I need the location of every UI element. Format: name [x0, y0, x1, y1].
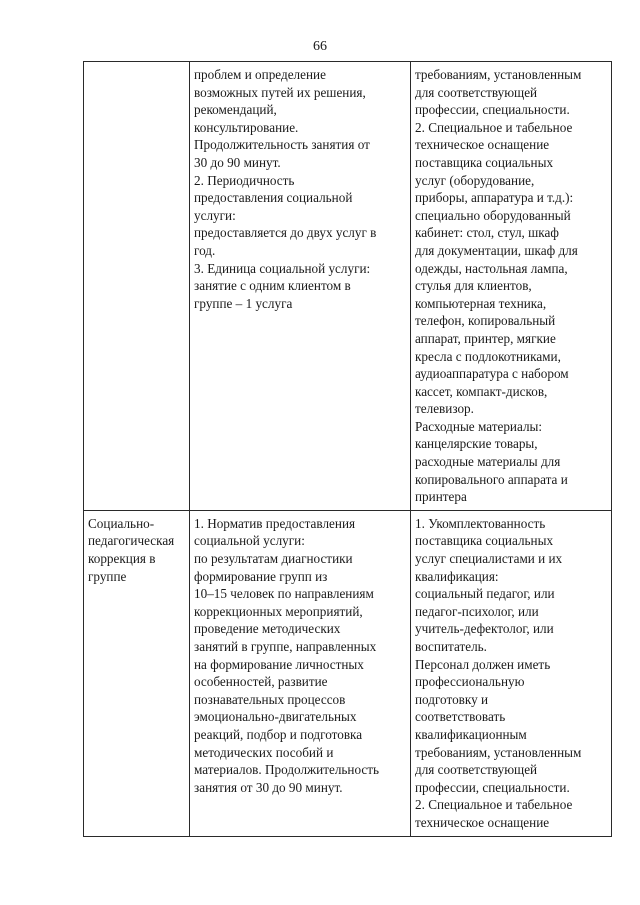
text-line: техническое оснащение: [415, 137, 550, 153]
text-line: приборы, аппаратура и т.д.):: [415, 190, 574, 206]
service-name-cell: [84, 62, 190, 511]
text-line: социальной услуги:: [194, 533, 305, 549]
text-line: коррекция в: [88, 551, 156, 567]
text-line: телефон, копировальный: [415, 313, 556, 329]
text-line: техническое оснащение: [415, 814, 550, 830]
text-line: реакций, подбор и подготовка: [194, 726, 363, 742]
text-line: профессии, специальности.: [415, 102, 570, 118]
text-line: занятий в группе, направленных: [194, 639, 377, 654]
text-line: воспитатель.: [415, 639, 487, 654]
text-line: консультирование.: [194, 119, 299, 135]
text-line: занятия от 30 до 90 минут.: [194, 779, 343, 795]
text-line: специально оборудованный: [415, 207, 571, 223]
text-line: канцелярские товары,: [415, 436, 538, 452]
text-line: услуг (оборудование,: [415, 172, 535, 188]
text-line: услуг специалистами и их: [415, 551, 563, 567]
text-line: расходные материалы для: [415, 454, 561, 470]
text-line: для соответствующей: [415, 84, 538, 100]
text-line: аппарат, принтер, мягкие: [415, 330, 556, 346]
text-line: кресла с подлокотниками,: [415, 348, 561, 364]
text-line: копировального аппарата и: [415, 471, 568, 487]
text-line: возможных путей их решения,: [194, 84, 366, 100]
text-line: на формирование личностных: [194, 656, 364, 672]
text-line: формирование групп из: [194, 568, 328, 584]
text-line: Социально-: [88, 515, 155, 531]
text-line: материалов. Продолжительность: [194, 762, 380, 778]
text-line: педагогическая: [88, 533, 175, 549]
text-line: группе – 1 услуга: [194, 295, 293, 311]
text-line: 2. Специальное и табельное: [415, 119, 573, 135]
text-line: познавательных процессов: [194, 691, 346, 707]
text-line: Персонал должен иметь: [415, 656, 551, 672]
text-line: кабинет: стол, стул, шкаф: [415, 225, 559, 241]
text-line: телевизор.: [415, 401, 474, 417]
text-line: 10–15 человек по направлениям: [194, 586, 374, 602]
text-line: требованиям, установленным: [415, 67, 582, 82]
text-line: проблем и определение: [194, 67, 326, 82]
page-number: 66: [313, 39, 327, 54]
service-requirements-cell: [411, 510, 612, 836]
text-line: педагог-психолог, или: [415, 603, 539, 619]
text-line: предоставляется до двух услуг в: [194, 225, 377, 241]
text-line: 3. Единица социальной услуги:: [194, 260, 371, 276]
text-line: эмоционально-двигательных: [194, 709, 357, 725]
text-line: квалификационным: [415, 726, 527, 742]
text-line: для документации, шкаф для: [415, 242, 578, 258]
service-requirements-cell: [411, 62, 612, 511]
text-line: коррекционных мероприятий,: [194, 603, 363, 619]
text-line: предоставления социальной: [194, 190, 353, 206]
text-line: 2. Специальное и табельное: [415, 797, 573, 813]
services-table: [83, 61, 612, 837]
text-line: стулья для клиентов,: [415, 278, 532, 294]
text-line: поставщика социальных: [415, 533, 554, 549]
text-line: год.: [194, 242, 216, 258]
text-line: Продолжительность занятия от: [194, 137, 370, 153]
text-line: по результатам диагностики: [194, 551, 353, 567]
text-line: соответствовать: [415, 709, 506, 725]
service-standard-cell: [190, 62, 411, 511]
text-line: услуги:: [194, 207, 236, 223]
text-line: профессии, специальности.: [415, 779, 570, 795]
text-line: 1. Норматив предоставления: [194, 515, 356, 531]
text-line: 30 до 90 минут.: [194, 154, 281, 170]
text-line: 1. Укомплектованность: [415, 515, 546, 531]
text-line: подготовку и: [415, 691, 489, 707]
text-line: профессиональную: [415, 674, 525, 690]
text-line: одежды, настольная лампа,: [415, 260, 568, 276]
text-line: особенностей, развитие: [194, 674, 328, 690]
table-row: [84, 510, 612, 836]
text-line: квалификация:: [415, 568, 499, 584]
text-line: группе: [88, 568, 127, 584]
text-line: Расходные материалы:: [415, 418, 543, 434]
table-row: [84, 62, 612, 511]
text-line: учитель-дефектолог, или: [415, 621, 554, 637]
text-line: проведение методических: [194, 621, 341, 637]
text-line: методических пособий и: [194, 744, 334, 760]
text-line: компьютерная техника,: [415, 295, 547, 311]
text-line: кассет, компакт-дисков,: [415, 383, 548, 399]
service-name-cell: [84, 510, 190, 836]
text-line: рекомендаций,: [194, 102, 277, 118]
text-line: для соответствующей: [415, 762, 538, 778]
text-line: поставщика социальных: [415, 154, 554, 170]
text-line: социальный педагог, или: [415, 586, 555, 602]
text-line: принтера: [415, 489, 467, 505]
text-line: занятие с одним клиентом в: [194, 278, 351, 294]
text-line: 2. Периодичность: [194, 172, 295, 188]
text-line: требованиям, установленным: [415, 744, 582, 760]
text-line: аудиоаппаратура с набором: [415, 366, 569, 382]
service-standard-cell: [190, 510, 411, 836]
